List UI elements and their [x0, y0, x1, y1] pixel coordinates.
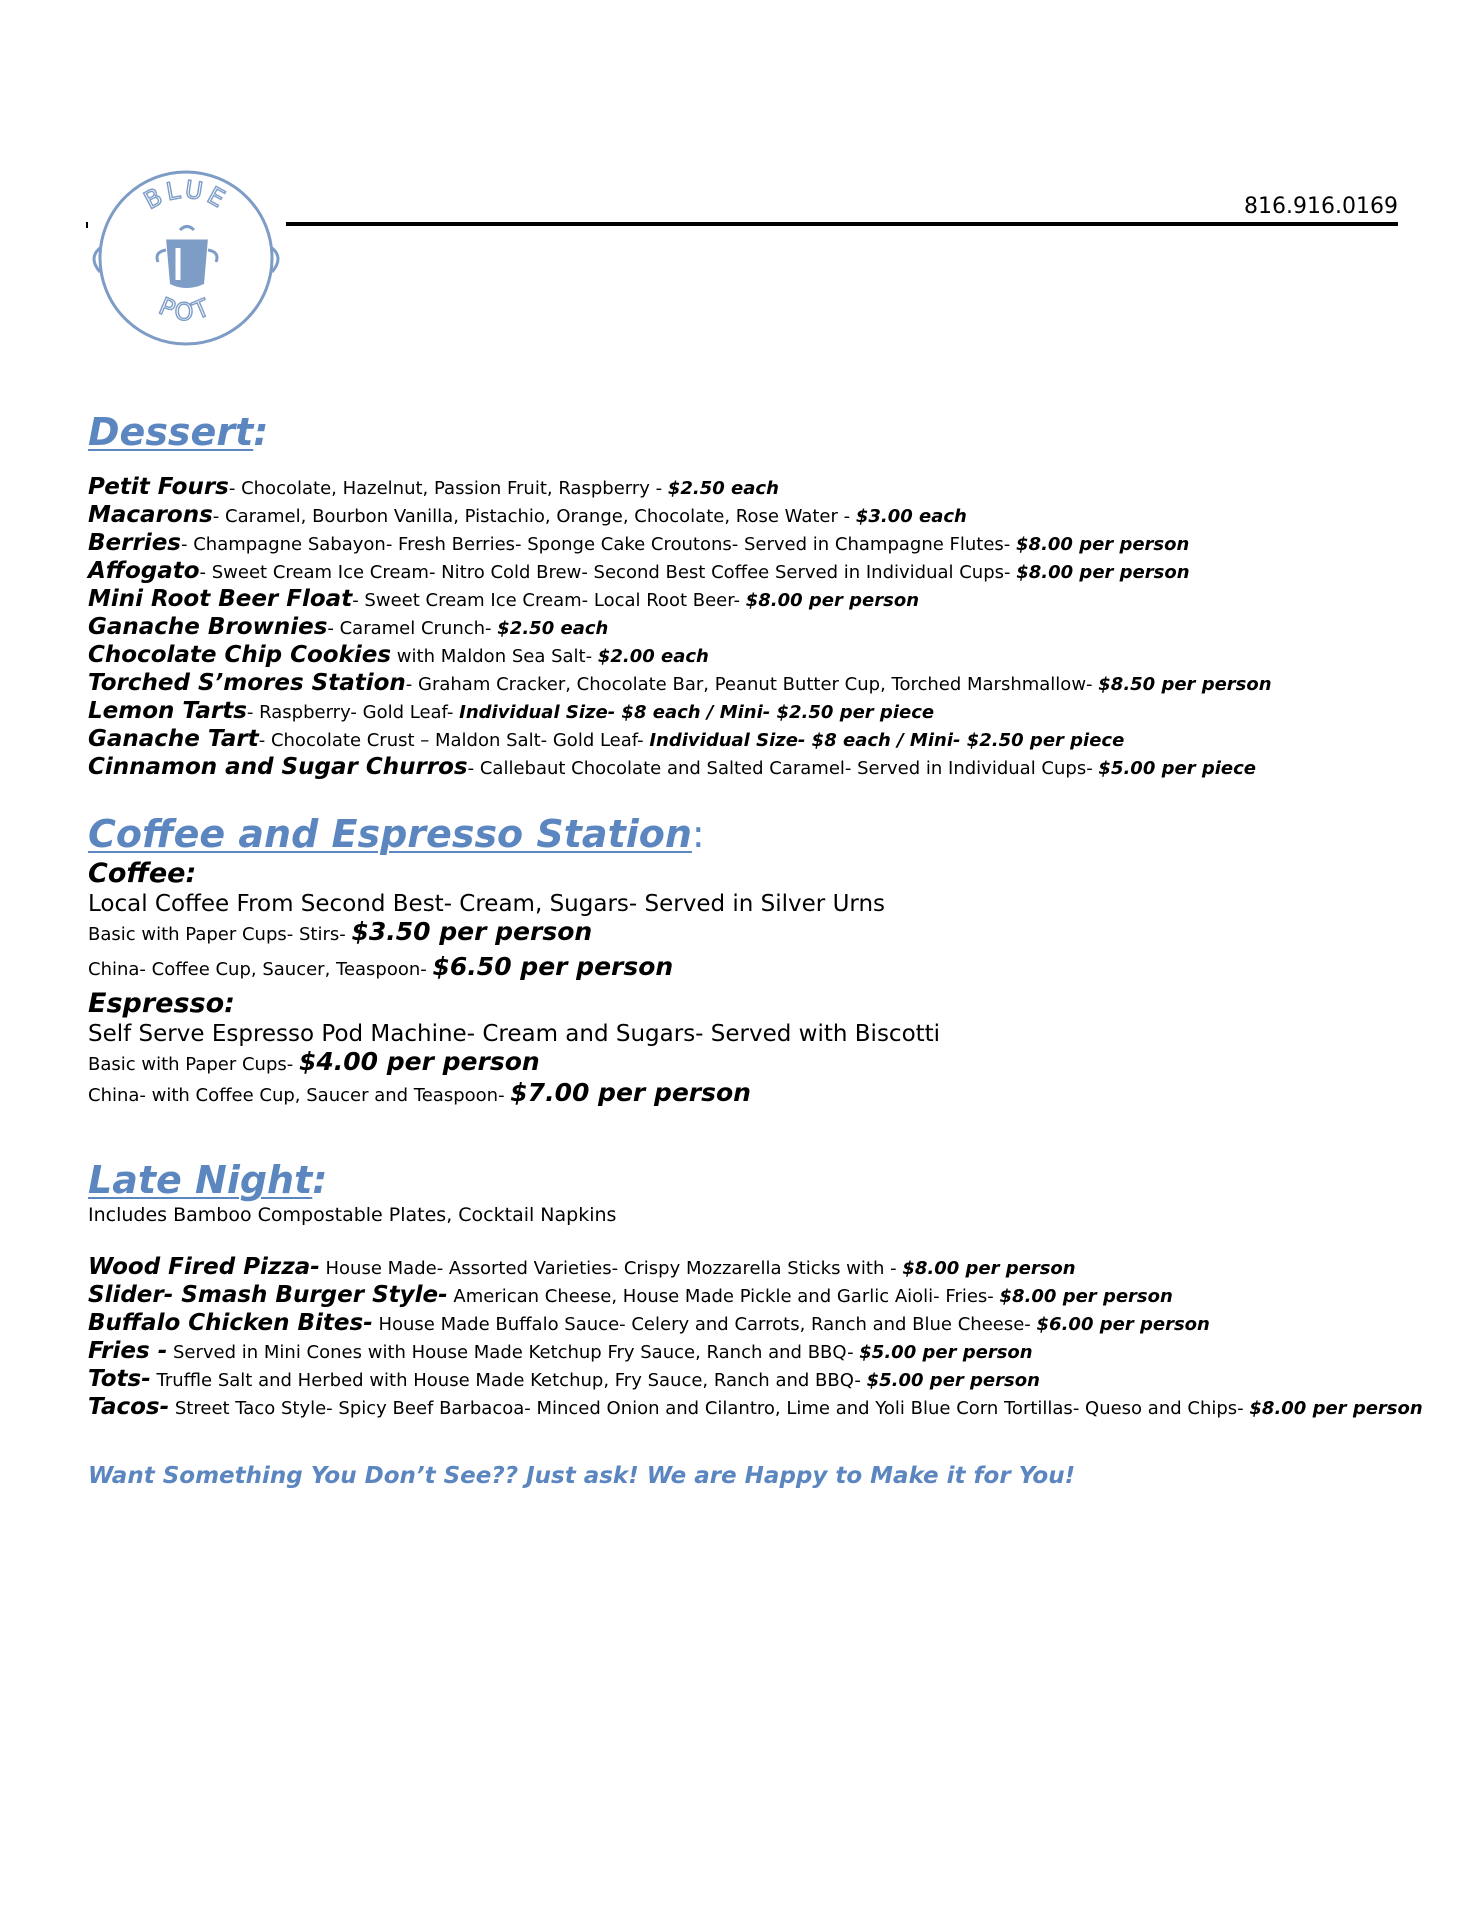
- espresso-basic-text: Basic with Paper Cups-: [88, 1054, 299, 1075]
- item-name: Buffalo Chicken Bites-: [88, 1310, 373, 1336]
- late-night-list: [88, 1254, 1423, 1422]
- menu-item: [88, 474, 1408, 502]
- menu-item: [88, 1310, 1408, 1338]
- item-price: $5.00 per piece: [1098, 758, 1257, 779]
- item-description: - Sweet Cream Ice Cream- Nitro Cold Brew- Second Best Coffee Served in Individual Cups-: [199, 562, 1017, 583]
- coffee-description: Local Coffee From Second Best- Cream, Sugars- Served in Silver Urns: [88, 891, 886, 917]
- espresso-basic-price: $4.00 per person: [298, 1047, 540, 1076]
- menu-item: [88, 586, 1408, 614]
- item-description: - Graham Cracker, Chocolate Bar, Peanut Butter Cup, Torched Marshmallow-: [405, 674, 1099, 695]
- menu-content: [88, 410, 1423, 1422]
- item-description: - Champagne Sabayon- Fresh Berries- Sponge Cake Croutons- Served in Champagne Flutes-: [181, 534, 1017, 555]
- coffee-colon: :: [691, 812, 705, 856]
- item-name: Tots-: [88, 1366, 151, 1392]
- coffee-china-option: [88, 953, 1408, 984]
- menu-item: [88, 1338, 1408, 1366]
- item-description: - Caramel, Bourbon Vanilla, Pistachio, Orange, Chocolate, Rose Water -: [212, 506, 856, 527]
- item-price: $8.00 per person: [1016, 534, 1190, 555]
- espresso-description: Self Serve Espresso Pod Machine- Cream and Sugars- Served with Biscotti: [88, 1021, 941, 1047]
- item-name: Fries -: [88, 1338, 168, 1364]
- item-description: - Caramel Crunch-: [327, 618, 498, 639]
- menu-item: [88, 1394, 1423, 1422]
- item-name: Affogato: [88, 558, 200, 584]
- menu-item: [88, 670, 1408, 698]
- item-price: Individual Size- $8 each / Mini- $2.50 per piece: [649, 730, 1125, 751]
- item-price: $5.00 per person: [859, 1342, 1033, 1363]
- item-description: Truffle Salt and Herbed with House Made Ketchup, Fry Sauce, Ranch and BBQ-: [150, 1370, 867, 1391]
- item-price: $2.50 each: [497, 618, 609, 639]
- item-price: $8.50 per person: [1098, 674, 1272, 695]
- item-description: - Raspberry- Gold Leaf-: [246, 702, 460, 723]
- menu-item: [88, 1366, 1408, 1394]
- item-description: - Callebaut Chocolate and Salted Caramel- Served in Individual Cups-: [467, 758, 1099, 779]
- item-price: $2.00 each: [597, 646, 709, 667]
- item-name: Chocolate Chip Cookies: [88, 642, 392, 668]
- item-description: - Chocolate Crust – Maldon Salt- Gold Leaf-: [258, 730, 650, 751]
- espresso-basic-option: [88, 1048, 1408, 1079]
- coffee-china-price: $6.50 per person: [432, 952, 674, 981]
- espresso-china-text: China- with Coffee Cup, Saucer and Teaspoon-: [88, 1085, 511, 1106]
- item-price: $6.00 per person: [1036, 1314, 1210, 1335]
- dessert-colon: :: [253, 410, 269, 454]
- coffee-heading: [88, 812, 1408, 856]
- item-name: Mini Root Beer Float: [88, 586, 353, 612]
- item-description: - Sweet Cream Ice Cream- Local Root Beer-: [352, 590, 746, 611]
- item-price: $8.00 per person: [745, 590, 920, 611]
- item-name: Ganache Tart: [88, 726, 259, 752]
- menu-item: [88, 614, 1408, 642]
- menu-item: [88, 726, 1408, 754]
- menu-item: [88, 698, 1408, 726]
- item-description: with Maldon Sea Salt-: [391, 646, 598, 667]
- menu-item: [88, 642, 1408, 670]
- item-price: $8.00 per person: [902, 1258, 1076, 1279]
- phone-number: 816.916.0169: [1244, 194, 1398, 219]
- dessert-heading: [88, 410, 1408, 454]
- item-name: Petit Fours: [88, 474, 229, 500]
- late-night-intro: Includes Bamboo Compostable Plates, Cocktail Napkins: [88, 1204, 617, 1226]
- item-name: Lemon Tarts: [88, 698, 247, 724]
- item-name: Berries: [88, 530, 181, 556]
- menu-item: [88, 1254, 1408, 1282]
- coffee-basic-price: $3.50 per person: [351, 917, 593, 946]
- item-description: American Cheese, House Made Pickle and Garlic Aioli- Fries-: [447, 1286, 1000, 1307]
- dessert-title: Dessert: [88, 410, 254, 454]
- coffee-basic-option: [88, 918, 1408, 949]
- item-description: - Chocolate, Hazelnut, Passion Fruit, Raspberry -: [228, 478, 668, 499]
- header-tick: [86, 222, 88, 228]
- late-night-heading: [88, 1158, 1408, 1202]
- svg-text:POT: [155, 292, 217, 326]
- late-night-colon: :: [312, 1158, 328, 1202]
- item-description: Street Taco Style- Spicy Beef Barbacoa- Minced Onion and Cilantro, Lime and Yoli Blue Corn Tortillas- Queso and Chips-: [169, 1398, 1250, 1419]
- coffee-china-text: China- Coffee Cup, Saucer, Teaspoon-: [88, 959, 433, 980]
- item-price: Individual Size- $8 each / Mini- $2.50 per piece: [459, 702, 935, 723]
- item-price: $5.00 per person: [866, 1370, 1040, 1391]
- logo-bottom-text: POT: [154, 292, 218, 327]
- footer-note: Want Something You Don’t See?? Just ask! We are Happy to Make it for You!: [88, 1463, 1076, 1489]
- menu-item: [88, 502, 1408, 530]
- coffee-basic-text: Basic with Paper Cups- Stirs-: [88, 924, 352, 945]
- espresso-china-option: [88, 1079, 1408, 1110]
- svg-text:BLUE: [139, 175, 233, 215]
- coffee-title: Coffee and Espresso Station: [88, 812, 692, 856]
- item-description: Served in Mini Cones with House Made Ketchup Fry Sauce, Ranch and BBQ-: [167, 1342, 860, 1363]
- dessert-list: [88, 474, 1408, 782]
- item-price: $8.00 per person: [999, 1286, 1173, 1307]
- blue-pot-logo: [86, 168, 286, 348]
- item-name: Ganache Brownies: [88, 614, 328, 640]
- item-name: Slider- Smash Burger Style-: [88, 1282, 448, 1308]
- menu-item: [88, 530, 1408, 558]
- late-night-title: Late Night: [88, 1158, 313, 1202]
- menu-item: [88, 754, 1408, 782]
- coffee-label: Coffee:: [88, 858, 197, 889]
- item-description: House Made Buffalo Sauce- Celery and Carrots, Ranch and Blue Cheese-: [372, 1314, 1037, 1335]
- menu-item: [88, 558, 1408, 586]
- item-name: Macarons: [88, 502, 213, 528]
- item-price: $8.00 per person: [1249, 1398, 1423, 1419]
- item-price: $8.00 per person: [1016, 562, 1190, 583]
- header-rule: [286, 222, 1398, 226]
- item-price: $2.50 each: [667, 478, 779, 499]
- menu-item: [88, 1282, 1408, 1310]
- item-name: Cinnamon and Sugar Churros: [88, 754, 468, 780]
- item-name: Torched S’mores Station: [88, 670, 406, 696]
- item-name: Wood Fired Pizza-: [88, 1254, 320, 1280]
- item-description: House Made- Assorted Varieties- Crispy Mozzarella Sticks with -: [319, 1258, 903, 1279]
- logo-top-text: BLUE: [139, 175, 233, 216]
- item-name: Tacos-: [88, 1394, 170, 1420]
- item-price: $3.00 each: [855, 506, 967, 527]
- espresso-label: Espresso:: [88, 988, 235, 1019]
- espresso-china-price: $7.00 per person: [510, 1078, 751, 1107]
